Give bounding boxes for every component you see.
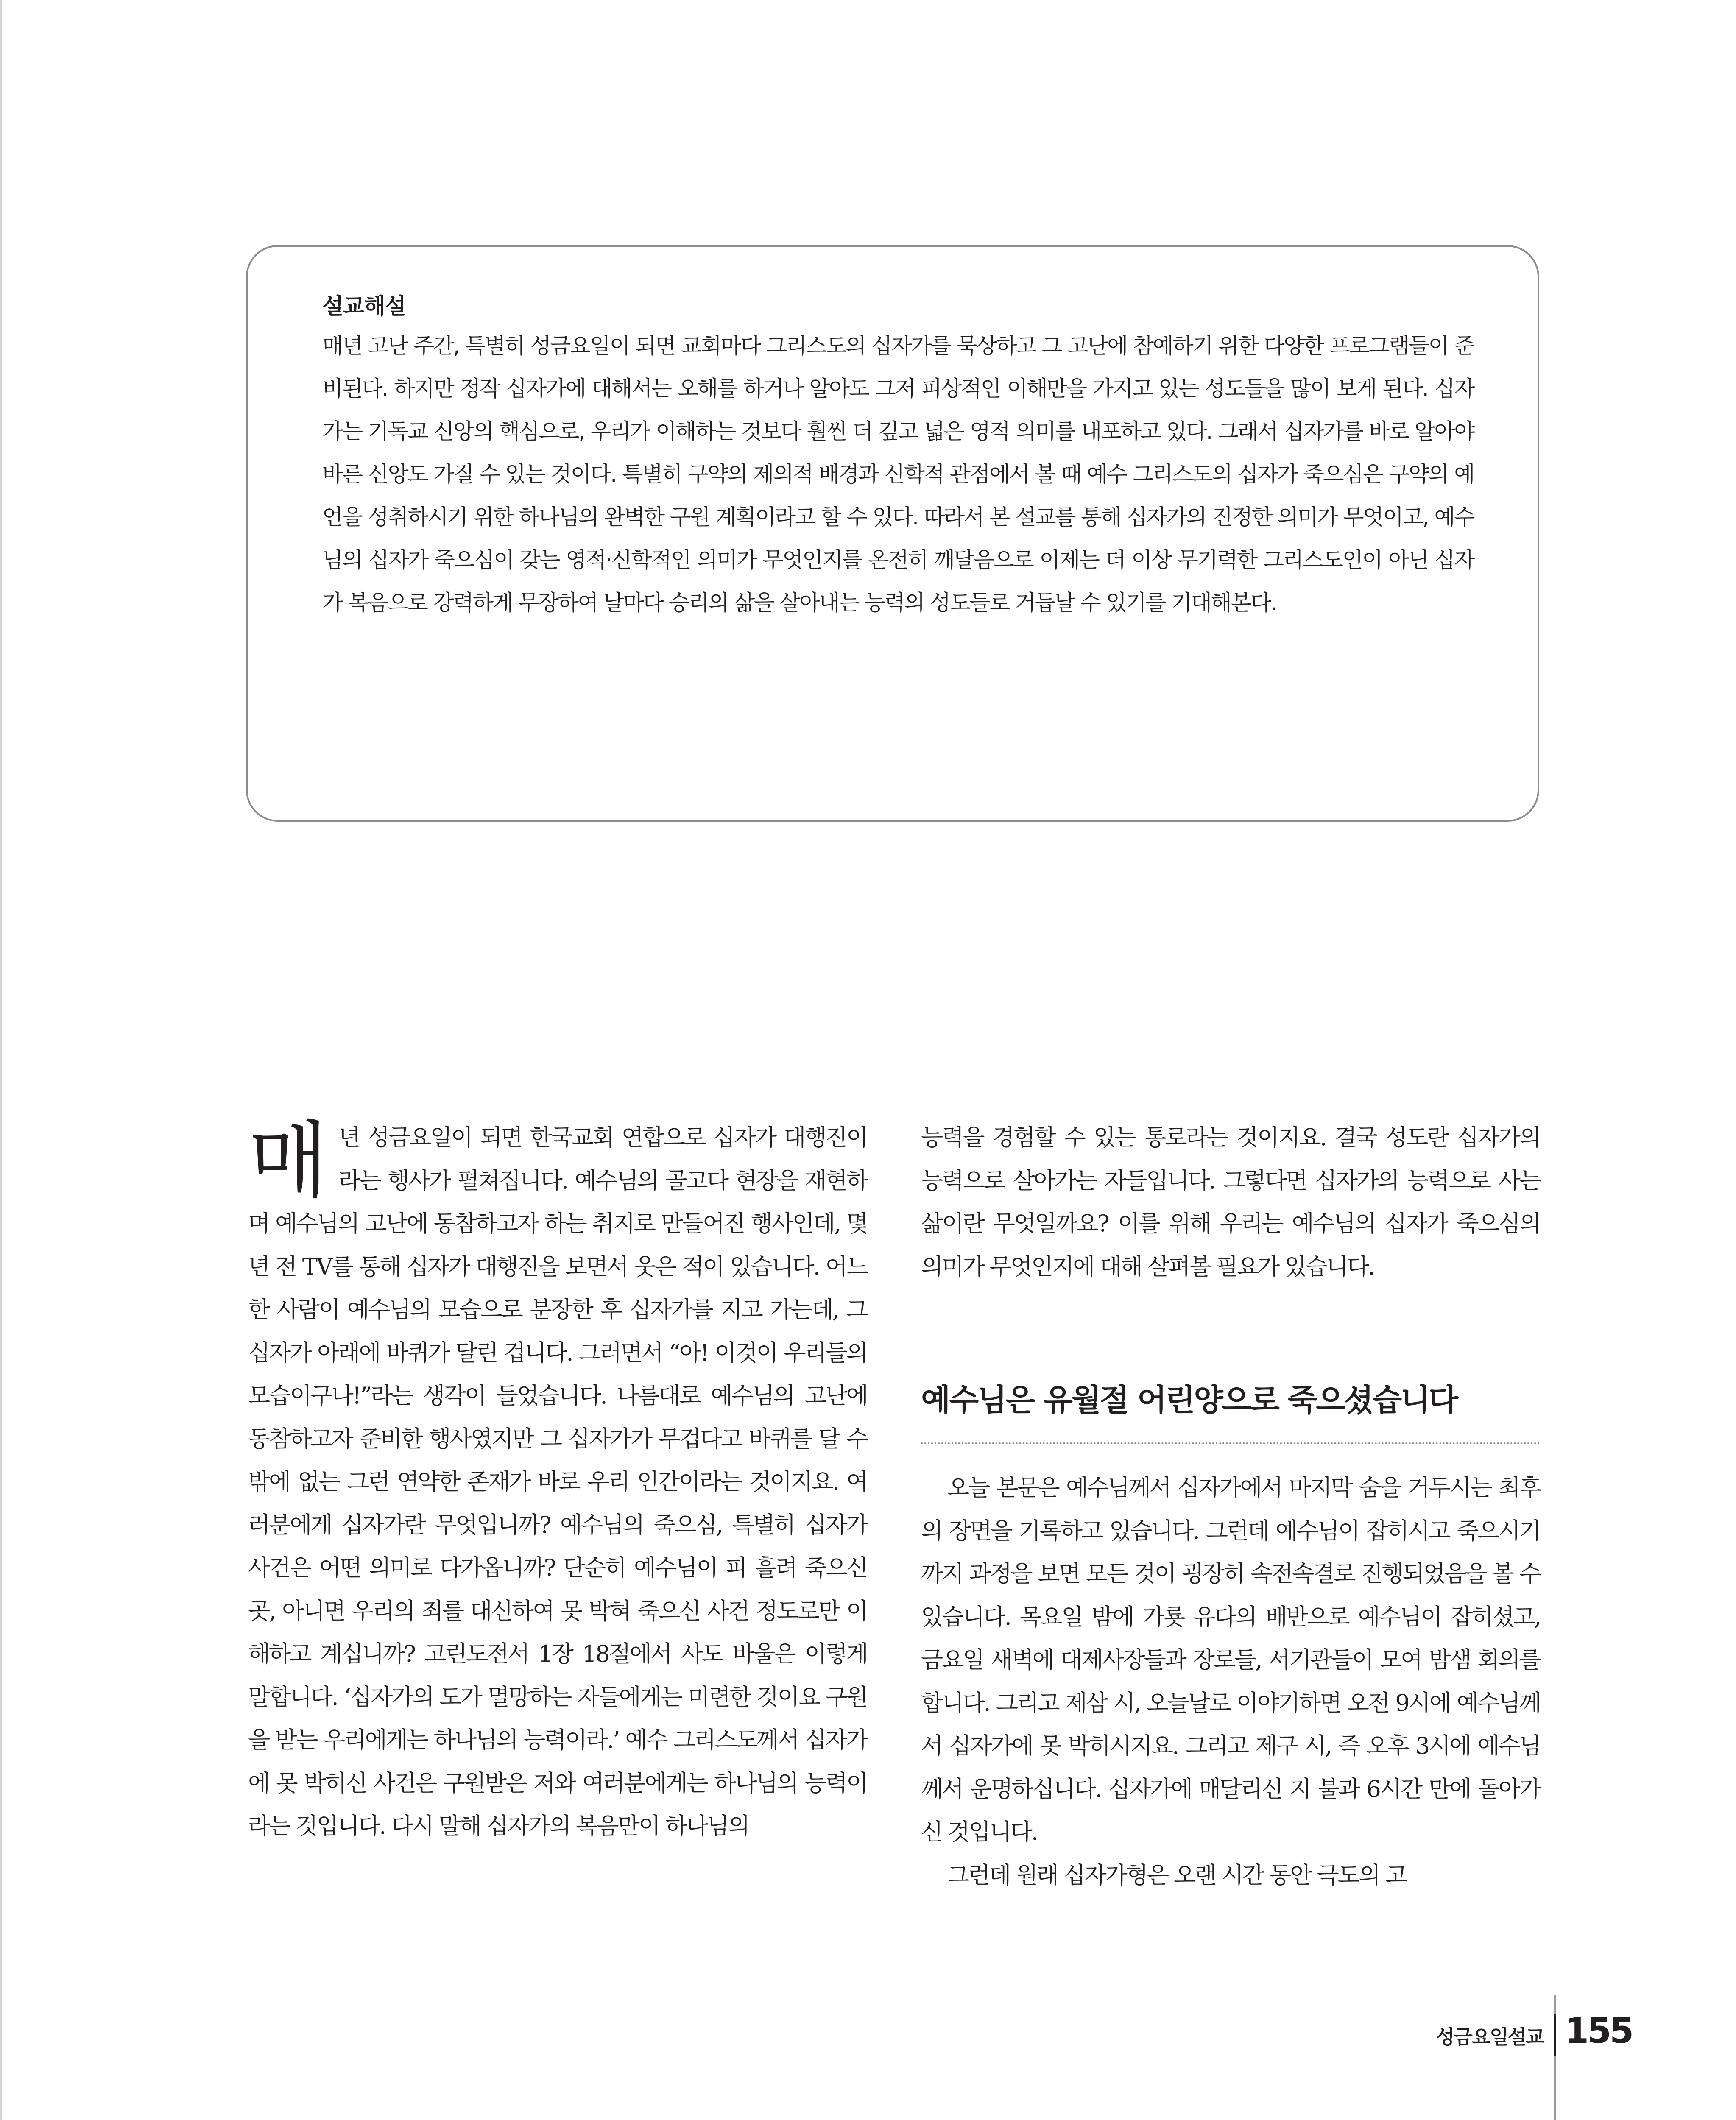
page-edge-rule bbox=[0, 0, 2, 2120]
summary-title: 설교해설 bbox=[322, 294, 406, 319]
article-paragraph: 년 성금요일이 되면 한국교회 연합으로 십자가 대행진이라는 행사가 펼쳐집니다. 예수님의 골고다 현장을 재현하며 예수님의 고난에 동참하고자 하는 취지로 만들어진 행사인데, 몇 년 전 TV를 통해 십자가 대행진을 보면서 웃은 적이 있습니다. 어느 한 사람이 예수님의 모습으로 분장한 후 십자가를 지고 가는데, 그 십자가 아래에 바퀴가 달린 겁니다. 그러면서 “아! 이것이 우리들의 모습이구나!”라는 생각이 들었습니다. 나름대로 예수님의 고난에 동참하고자 준비한 행사였지만 그 십자가가 무겁다고 바퀴를 달 수밖에 없는 그런 연약한 존재가 바로 우리 인간이라는 것이지요. 여러분에게 십자가란 무엇입니까? 예수님의 죽으심, 특별히 십자가 사건은 어떤 의미로 다가옵니까? 단순히 예수님이 피 흘려 죽으신 곳, 아니면 우리의 죄를 대신하여 못 박혀 죽으신 사건 정도로만 이해하고 계십니까? 고린도전서 1장 18절에서 사도 바울은 이렇게 말합니다. ‘십자가의 도가 멸망하는 자들에게는 미련한 것이요 구원을 받는 우리에게는 하나님의 능력이라.’ 예수 그리스도께서 십자가에 못 박히신 사건은 구원받은 저와 여러분에게는 하나님의 능력이라는 것입니다. 다시 말해 십자가의 복음만이 하나님의 bbox=[248, 1124, 867, 1839]
summary-body: 매년 고난 주간, 특별히 성금요일이 되면 교회마다 그리스도의 십자가를 묵상하고 그 고난에 참예하기 위한 다양한 프로그램들이 준비된다. 하지만 정작 십자가에 대해서는 오해를 하거나 알아도 그저 피상적인 이해만을 가지고 있는 성도들을 많이 보게 된다. 십자가는 기독교 신앙의 핵심으로, 우리가 이해하는 것보다 훨씬 더 깊고 넓은 영적 의미를 내포하고 있다. 그래서 십자가를 바로 알아야 바른 신앙도 가질 수 있는 것이다. 특별히 구약의 제의적 배경과 신학적 관점에서 볼 때 예수 그리스도의 십자가 죽으심은 구약의 예언을 성취하시기 위한 하나님의 완벽한 구원 계획이라고 할 수 있다. 따라서 본 설교를 통해 십자가의 진정한 의미가 무엇이고, 예수님의 십자가 죽으심이 갖는 영적·신학적인 의미가 무엇인지를 온전히 깨달음으로 이제는 더 이상 무기력한 그리스도인이 아닌 십자가 복음으로 강력하게 무장하여 날마다 승리의 삶을 살아내는 능력의 성도들로 거듭날 수 있기를 기대해본다. bbox=[322, 334, 1474, 616]
article-paragraph: 능력을 경험할 수 있는 통로라는 것이지요. 결국 성도란 십자가의 능력으로 살아가는 자들입니다. 그렇다면 십자가의 능력으로 사는 삶이란 무엇일까요? 이를 위해 우리는 예수님의 십자가 죽으심의 의미가 무엇인지에 대해 살펴볼 필요가 있습니다. bbox=[921, 1124, 1540, 1280]
section-heading: 예수님은 유월절 어린양으로 죽으셨습니다 bbox=[921, 1375, 1540, 1444]
article-column-right bbox=[921, 1116, 1540, 1897]
article-paragraph: 오늘 본문은 예수님께서 십자가에서 마지막 숨을 거두시는 최후의 장면을 기록하고 있습니다. 그런데 예수님이 잡히시고 죽으시기까지 과정을 보면 모든 것이 굉장히 속전속결로 진행되었음을 볼 수 있습니다. 목요일 밤에 가룟 유다의 배반으로 예수님이 잡히셨고, 금요일 새벽에 대제사장들과 장로들, 서기관들이 모여 밤샘 회의를 합니다. 그리고 제삼 시, 오늘날로 이야기하면 오전 9시에 예수님께서 십자가에 못 박히시지요. 그리고 제구 시, 즉 오후 3시에 예수님께서 운명하십니다. 십자가에 매달리신 지 불과 6시간 만에 돌아가신 것입니다. bbox=[921, 1474, 1540, 1845]
footer-separator bbox=[1554, 2014, 1556, 2056]
page-number: 155 bbox=[1565, 2011, 1633, 2051]
article-paragraph: 그런데 원래 십자가형은 오랜 시간 동안 극도의 고 bbox=[947, 1861, 1407, 1888]
article-column-left bbox=[248, 1113, 867, 1848]
drop-cap: 매 bbox=[248, 1113, 329, 1209]
footer-section-label: 성금요일설교 bbox=[1436, 2025, 1544, 2048]
sermon-summary-box bbox=[246, 245, 1539, 822]
